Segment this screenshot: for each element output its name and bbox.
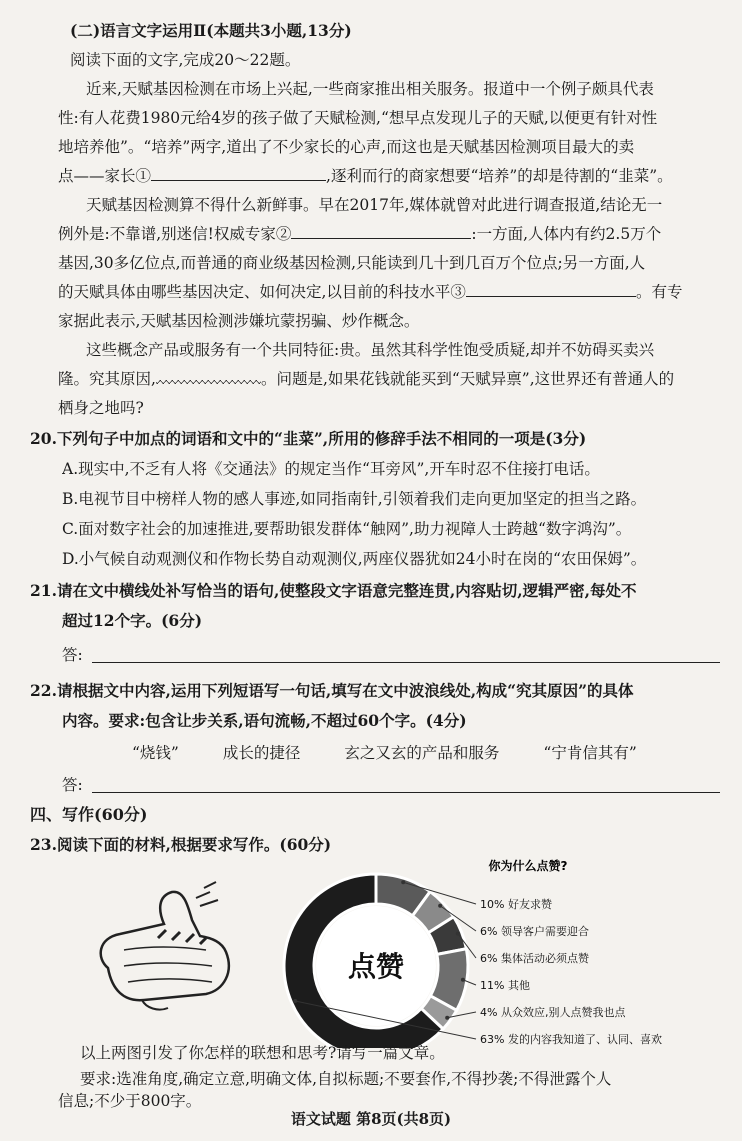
passage-text: ,逐利而行的商家想要“培养”的却是待割的“韭菜”。	[326, 167, 673, 185]
passage-text: 的天赋具体由哪些基因决定、如何决定,以目前的科技水平③	[58, 283, 466, 301]
legend-entry: 6% 集体活动必须点赞	[480, 952, 589, 965]
q21-stem: 超过12个字。(6分)	[62, 611, 203, 630]
phrase: “宁肯信其有”	[543, 744, 637, 762]
q23-prompt: 以上两图引发了你怎样的联想和思考?请写一篇文章。	[80, 1044, 445, 1062]
q20-option-b[interactable]: B.电视节目中榜样人物的感人事迹,如同指南针,引领着我们走向更加坚定的担当之路。	[62, 490, 647, 508]
section-writing: 四、写作(60分)	[30, 805, 148, 824]
passage-text: 隆。究其原因,	[58, 370, 156, 388]
phrase: “烧钱”	[132, 744, 179, 762]
q22-answer-line[interactable]	[92, 792, 720, 793]
chart-center-label: 点赞	[347, 950, 405, 983]
legend-entry: 11% 其他	[480, 979, 530, 992]
phrase: 成长的捷径	[222, 744, 301, 762]
legend-leader-dot	[456, 932, 460, 936]
passage-line: 基因,30多亿位点,而普通的商业级基因检测,只能读到几十到几百万个位点;另一方面,人	[58, 254, 646, 272]
legend-leader-dot	[293, 999, 297, 1003]
phrase: 玄之又玄的产品和服务	[344, 744, 500, 762]
q21-answer-label: 答:	[62, 646, 83, 664]
q23-requirements-line2: 信息;不少于800字。	[58, 1092, 202, 1110]
legend-leader-dot	[461, 978, 465, 982]
legend-entry: 63% 发的内容我知道了、认同、喜欢	[480, 1033, 662, 1046]
blank-1[interactable]	[151, 162, 326, 181]
legend-leader-dot	[438, 904, 442, 908]
passage-line: 性:有人花费1980元给4岁的孩子做了天赋检测,“想早点发现儿子的天赋,以便更有针对性	[58, 109, 658, 127]
legend-entry: 4% 从众效应,别人点赞我也点	[480, 1006, 626, 1019]
passage-text: 例外是:不靠谱,别迷信!权威专家②	[58, 225, 292, 243]
legend-entry: 10% 好友求赞	[480, 898, 552, 911]
q20-stem: 20.下列句子中加点的词语和文中的“韭菜”,所用的修辞手法不相同的一项是(3分)	[30, 429, 587, 448]
q20-option-a[interactable]: A.现实中,不乏有人将《交通法》的规定当作“耳旁风”,开车时忍不住接打电话。	[62, 460, 600, 478]
legend-entry: 6% 领导客户需要迎合	[480, 925, 589, 938]
passage-line	[58, 219, 722, 249]
q23-requirements: 要求:选准角度,确定立意,明确文体,自拟标题;不要套作,不得抄袭;不得泄露个人	[80, 1070, 612, 1088]
q22-stem: 22.请根据文中内容,运用下列短语写一句话,填写在文中波浪线处,构成“究其原因”的具体	[30, 681, 634, 700]
passage-line	[58, 364, 722, 394]
passage-text: 。问题是,如果花钱就能买到“天赋异禀”,这世界还有普通人的	[260, 370, 675, 388]
passage-line: 近来,天赋基因检测在市场上兴起,一些商家推出相关服务。报道中一个例子颇具代表	[86, 80, 654, 98]
blank-3[interactable]	[466, 278, 636, 297]
legend-leader-dot	[401, 880, 405, 884]
q22-answer-label: 答:	[62, 776, 83, 794]
passage-line	[58, 277, 722, 307]
passage-line: 栖身之地吗?	[58, 399, 144, 417]
section-header: (二)语言文字运用Ⅱ(本题共3小题,13分)	[70, 21, 352, 40]
q21-answer-line[interactable]	[92, 662, 720, 663]
page-footer: 语文试题 第8页(共8页)	[290, 1110, 452, 1128]
passage-line: 这些概念产品或服务有一个共同特征:贵。虽然其科学性饱受质疑,却并不妨碍买卖兴	[86, 341, 655, 359]
q22-phrases	[132, 738, 722, 768]
passage-line	[58, 161, 722, 191]
q21-stem: 21.请在文中横线处补写恰当的语句,使整段文字语意完整连贯,内容贴切,逻辑严密,每处不	[30, 581, 637, 600]
legend-leader-dot	[445, 1016, 449, 1020]
thumbs-up-icon	[88, 880, 278, 1020]
donut-chart	[280, 858, 720, 1048]
passage-line: 天赋基因检测算不得什么新鲜事。早在2017年,媒体就曾对此进行调查报道,结论无一	[86, 196, 663, 214]
passage-line: 地培养他”。“培养”两字,道出了不少家长的心声,而这也是天赋基因检测项目最大的卖	[58, 138, 635, 156]
passage-text: 。有专	[635, 283, 683, 301]
q20-option-d[interactable]: D.小气候自动观测仪和作物长势自动观测仪,两座仪器犹如24小时在岗的“农田保姆”。	[62, 550, 647, 568]
q23-stem: 23.阅读下面的材料,根据要求写作。(60分)	[30, 835, 332, 854]
wavy-blank[interactable]	[156, 366, 261, 384]
instruction: 阅读下面的文字,完成20～22题。	[70, 51, 301, 69]
passage-line: 家据此表示,天赋基因检测涉嫌坑蒙拐骗、炒作概念。	[58, 312, 420, 330]
q20-option-c[interactable]: C.面对数字社会的加速推进,要帮助银发群体“触网”,助力视障人士跨越“数字鸿沟”。	[62, 520, 632, 538]
passage-text: 点——家长①	[58, 167, 152, 185]
chart-title: 你为什么点赞?	[488, 859, 568, 873]
blank-2[interactable]	[291, 220, 471, 239]
passage-text: :一方面,人体内有约2.5万个	[471, 225, 662, 243]
q22-stem: 内容。要求:包含让步关系,语句流畅,不超过60个字。(4分)	[62, 711, 467, 730]
